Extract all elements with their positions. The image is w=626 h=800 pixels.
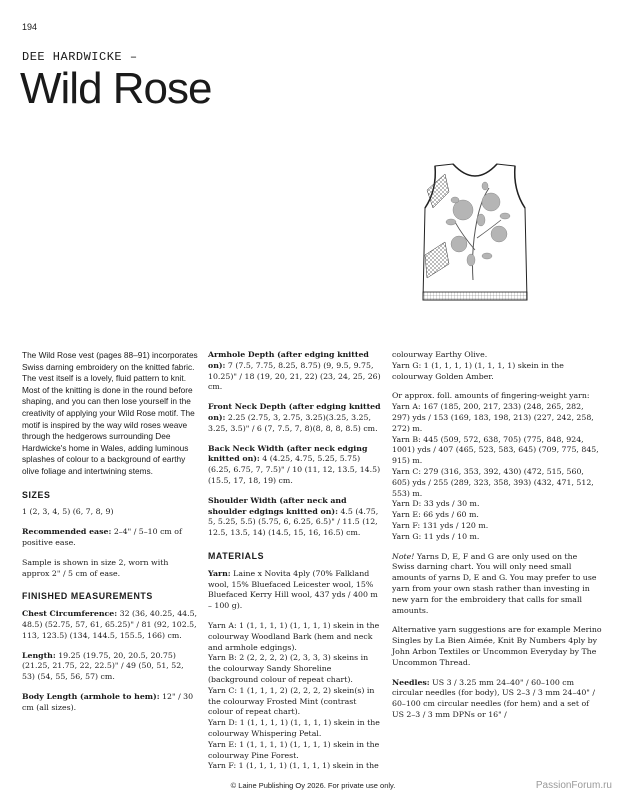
recommended-ease xyxy=(22,527,198,549)
amount-f: Yarn F: 131 yds / 120 m. xyxy=(392,520,489,530)
amount-g: Yarn G: 11 yds / 10 m. xyxy=(392,531,480,541)
front-neck-label: Front Neck Depth (after edging knitted on): xyxy=(208,402,381,422)
yarn-d-text: Yarn D: 1 (1, 1, 1, 1) (1, 1, 1, 1) skein in the colourway Whispering Petal. xyxy=(208,718,380,738)
front-neck-depth xyxy=(208,402,383,434)
yarn-note xyxy=(392,552,602,617)
amount-a: Yarn A: 167 (185, 200, 217, 233) (248, 265, 282, 297) yds / 153 (169, 183, 198, 213) (227, 242, 258, 272) m. xyxy=(392,402,594,433)
yarn-f-continued: colourway Earthy Olive. xyxy=(392,350,488,359)
shoulder-text: 4.5 (4.75, 5, 5.25, 5.5) (5.75, 6, 6.25, 6.5)" / 11.5 (12, 12.5, 13.5, 14) (14.5, 15, 16, 16.5) cm. xyxy=(208,506,379,538)
needles xyxy=(392,678,602,721)
yarn-text: Laine x Novita 4ply (70% Falkland wool, 15% Bluefaced Leicester wool, 15% Bluefaced Kerry Hill wool, 437 yds / 400 m – 100 g). xyxy=(208,568,378,611)
chest-circumference xyxy=(22,609,198,641)
page-number: 194 xyxy=(22,22,38,32)
amount-d: Yarn D: 33 yds / 30 m. xyxy=(392,499,480,509)
finished-measurements-heading: FINISHED MEASUREMENTS xyxy=(22,591,153,602)
armhole-label: Armhole Depth (after edging knitted on): xyxy=(208,350,369,370)
shoulder-width xyxy=(208,496,383,539)
yarn-f-text: Yarn F: 1 (1, 1, 1, 1) (1, 1, 1, 1) skein in the xyxy=(208,761,379,771)
front-neck-text: 2.25 (2.75, 3, 2.75, 3.25)(3.25, 3.25, 3.25, 3.5)" / 6 (7, 7.5, 7, 8)(8, 8, 8, 8.5) cm. xyxy=(208,412,378,433)
back-neck-text: 4 (4.25, 4.75, 5.25, 5.75) (6.25, 6.75, 7, 7.5)" / 10 (11, 12, 13.5, 14.5) (15.5, 17, 18, 19) cm. xyxy=(208,454,381,485)
column-1 xyxy=(22,350,198,722)
yarn-g-text: Yarn G: 1 (1, 1, 1, 1) (1, 1, 1, 1) skein in the colourway Golden Amber. xyxy=(392,360,564,381)
chest-text: 32 (36, 40.25, 44.5, 48.5) (52.75, 57, 61, 65.25)" / 81 (92, 102.5, 113, 123.5) (134, 144.5, 155.5, 166) cm. xyxy=(22,609,198,640)
sample-note: Sample is shown in size 2, worn with approx 2" / 5 cm of ease. xyxy=(22,557,169,578)
back-neck-label: Back Neck Width (after neck edging knitted on): xyxy=(208,443,368,464)
length xyxy=(22,651,198,683)
note-text: Yarns D, E, F and G are only used on the Swiss darning chart. You will only need small amounts of yarns D, E and G. You may prefer to use yarn from your own stash rather than investing in new yarn for the embroidery that calls for small amounts. xyxy=(392,551,597,615)
intro-text: The Wild Rose vest (pages 88–91) incorporates Swiss darning embroidery on the knitted fabric. The vest itself is a lovely, fluid pattern to knit. Most of the knitting is done in the round before shaping, and you can then lose yourself in the creativity of applying your Wild Rose motif. The motif is inspired by the way wild roses weave through the hedgerows surrounding Dee Hardwicke's home in Wales, adding luminous splashes of colour to a background of earthy olive foliage and intertwining stems. xyxy=(22,350,198,476)
body-text: 12" / 30 cm (all sizes). xyxy=(22,691,194,712)
ease-label: Recommended ease: xyxy=(22,527,112,537)
yarn-description xyxy=(208,569,383,612)
sizes-heading: SIZES xyxy=(22,489,51,500)
amount-e: Yarn E: 66 yds / 60 m. xyxy=(392,510,479,520)
back-neck-width xyxy=(208,444,383,487)
yarn-a-text: Yarn A: 1 (1, 1, 1, 1) (1, 1, 1, 1) skein in the colourway Woodland Bark (hem and neck and armhole edgings). xyxy=(208,620,380,652)
alternative-yarns: Alternative yarn suggestions are for example Merino Singles by La Bien Aimée, Knit By Numbers 4ply by John Arbon Textiles or Uncommon Everyday by The Uncommon Thread. xyxy=(392,625,602,667)
ease-text: 2–4" / 5–10 cm of positive ease. xyxy=(22,527,182,547)
designer-name: DEE HARDWICKE – xyxy=(22,50,138,64)
vest-illustration xyxy=(415,160,535,305)
column-3 xyxy=(392,350,602,730)
body-label: Body Length (armhole to hem): xyxy=(22,691,160,701)
length-label: Length: xyxy=(22,650,56,660)
armhole-text: 7 (7.5, 7.75, 8.25, 8.75) (9, 9.5, 9.75, 10.25)" / 18 (19, 20, 21, 22) (23, 24, 25, 26) cm. xyxy=(208,360,381,392)
needles-label: Needles: xyxy=(392,677,430,687)
copyright-footer: © Laine Publishing Oy 2026. For private use only. xyxy=(230,781,396,790)
body-length xyxy=(22,692,198,714)
amounts-intro: Or approx. foll. amounts of fingering-weight yarn: xyxy=(392,391,590,401)
length-text: 19.25 (19.75, 20, 20.5, 20.75) (21.25, 21.75, 22, 22.5)" / 49 (50, 51, 52, 53) (54, 55, 56, 57) cm. xyxy=(22,650,184,682)
page-title: Wild Rose xyxy=(20,64,212,113)
needles-text: US 3 / 3.25 mm 24–40" / 60–100 cm circular needles (for body), US 2–3 / 3 mm 24–40" / 60–100 cm circular needles (for hem) and a set of US 2–3 / 3 mm DPNs or 16" / xyxy=(392,677,595,719)
yarn-label: Yarn: xyxy=(208,568,231,578)
amount-c: Yarn C: 279 (316, 353, 392, 430) (472, 515, 560, 605) yds / 255 (289, 323, 358, 393) (432, 471, 512, 553) m. xyxy=(392,466,594,498)
amount-b: Yarn B: 445 (509, 572, 638, 705) (775, 848, 924, 1001) yds / 407 (465, 523, 583, 645) (709, 775, 845, 915) m. xyxy=(392,434,599,466)
yarn-c-text: Yarn C: 1 (1, 1, 1, 2) (2, 2, 2, 2) skein(s) in the colourway Frosted Mint (contrast colour of repeat chart). xyxy=(208,685,375,717)
site-watermark: PassionForum.ru xyxy=(535,780,612,791)
chest-label: Chest Circumference: xyxy=(22,609,118,619)
shoulder-label: Shoulder Width (after neck and shoulder edgings knitted on): xyxy=(208,495,347,516)
materials-heading: MATERIALS xyxy=(208,550,265,561)
note-label: Note! xyxy=(392,551,415,561)
yarn-b-text: Yarn B: 2 (2, 2, 2, 2) (2, 3, 3, 3) skeins in the colourway Sandy Shoreline (background colour of repeat chart). xyxy=(208,653,369,684)
yarn-e-text: Yarn E: 1 (1, 1, 1, 1) (1, 1, 1, 1) skein in the colourway Pine Forest. xyxy=(208,739,380,760)
column-2 xyxy=(208,350,383,772)
sizes-list: 1 (2, 3, 4, 5) (6, 7, 8, 9) xyxy=(22,507,114,517)
armhole-depth xyxy=(208,350,383,393)
